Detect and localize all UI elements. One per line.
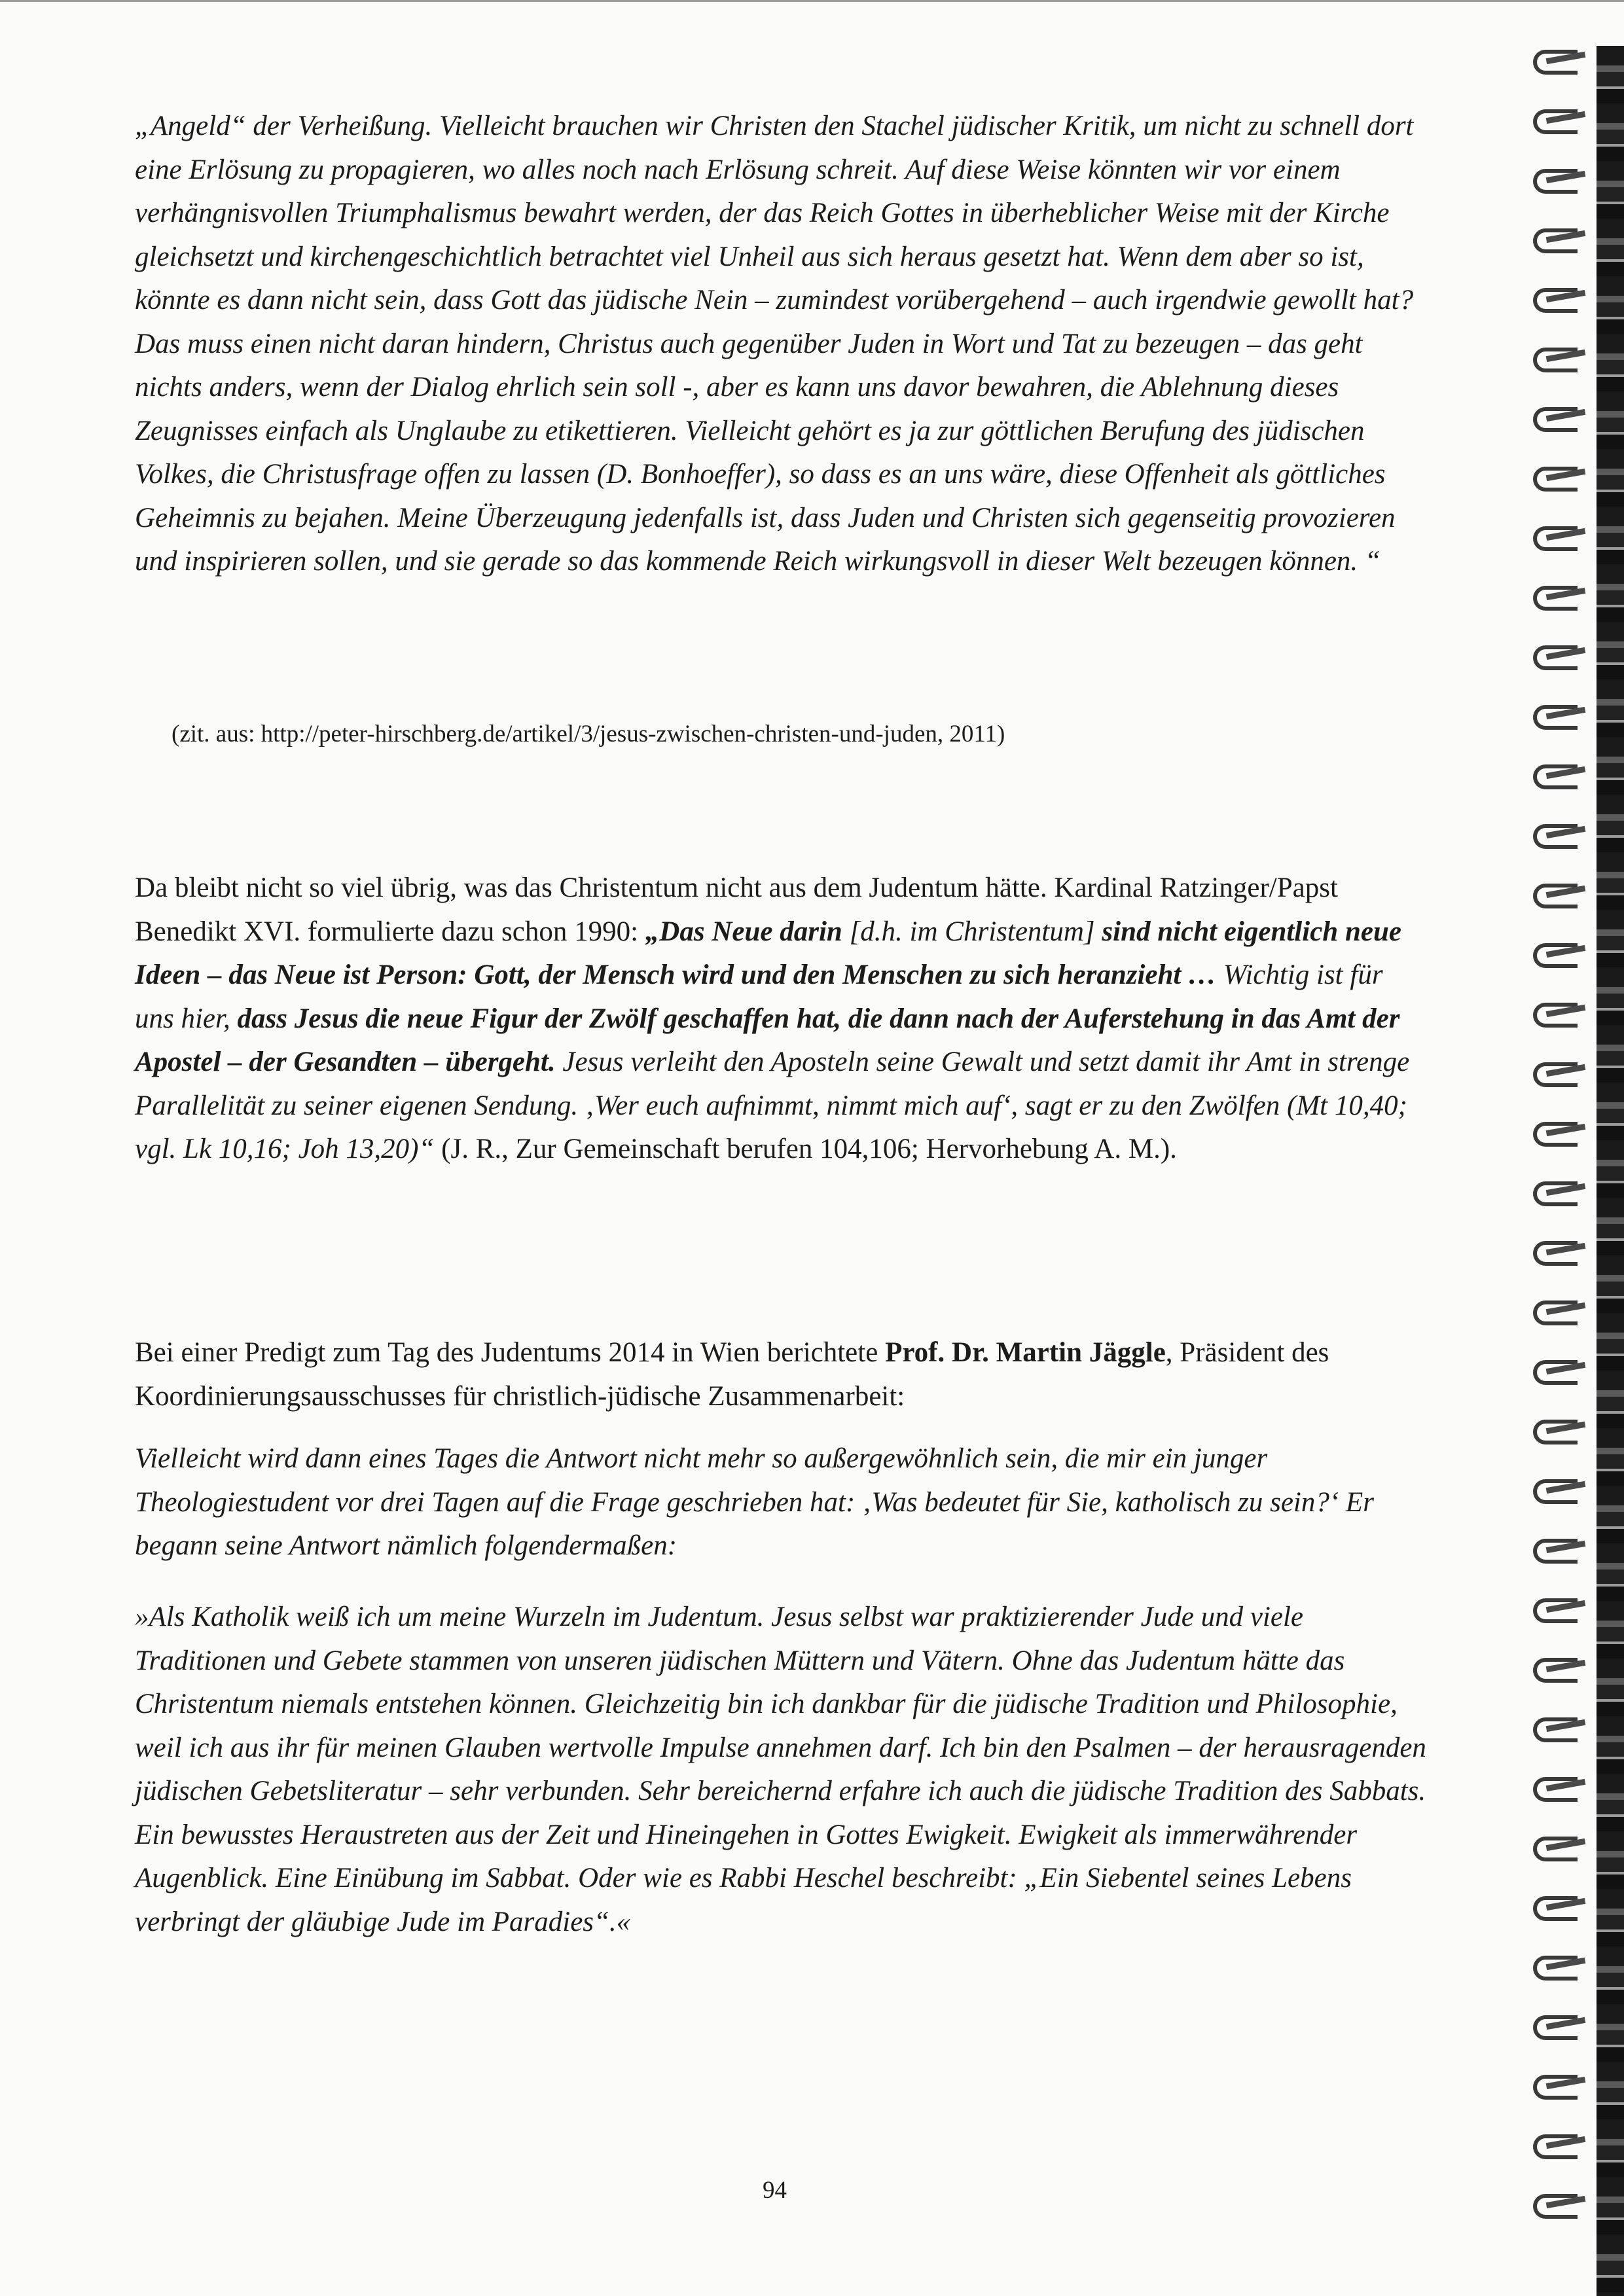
para2-italic-3: Jesus verleiht den Aposteln seine Gewalt und setzt damit ihr Amt in strenge Parallelität zu seiner eigenen Sendung. ‚Wer euch aufnimmt, nimmt mich auf‘, sagt er zu den Zwölfen (Mt 10,40; vgl. Lk 10,16; Joh 13,20)“ — [135, 1047, 1410, 1164]
spiral-coil — [1528, 105, 1588, 132]
spiral-coil — [1528, 1892, 1588, 1918]
spiral-coil — [1528, 1416, 1588, 1442]
para2-outro: (J. R., Zur Gemeinschaft berufen 104,106; Hervorhebung A. M.). — [434, 1134, 1177, 1164]
spiral-coil — [1528, 761, 1588, 787]
para2-bold-1: „Das Neue darin — [645, 916, 850, 947]
quote-hirschberg: „Angeld“ der Verheißung. Vielleicht brauchen wir Christen den Stachel jüdischer Kritik, um nicht zu schnell dort eine Erlösung zu propagieren, wo alles noch nach Erlösung schreit. Auf diese Weise könnten wir vor einem verhängnisvollen Triumphalismus bewahrt werden, der das Reich Gottes in überheblicher Weise mit der Kirche gleichsetzt und kirchengeschichtlich betrachtet viel Unheil aus sich heraus gesetzt hat. Wenn dem aber so ist, könnte es dann nicht sein, dass Gott das jüdische Nein – zumindest vorübergehend – auch irgendwie gewollt hat? Das muss einen nicht daran hindern, Christus auch gegenüber Juden in Wort und Tat zu bezeugen – das geht nichts anders, wenn der Dialog ehrlich sein soll -, aber es kann uns davor bewahren, die Ablehnung dieses Zeugnisses einfach als Unglaube zu etikettieren. Vielleicht gehört es ja zur göttlichen Berufung des jüdischen Volkes, die Christusfrage offen zu lassen (D. Bonhoeffer), so dass es an uns wäre, diese Offenheit als göttliches Geheimnis zu bejahen. Meine Überzeugung jedenfalls ist, dass Juden und Christen sich gegenseitig provozieren und inspirieren sollen, und sie gerade so das kommende Reich wirkungsvoll in dieser Welt bezeugen können. “ — [135, 111, 1414, 577]
spiral-coil — [1528, 344, 1588, 370]
spiral-binding — [1517, 46, 1624, 2296]
para2-italic-1: [d.h. im Christentum] — [849, 916, 1102, 947]
para2-bold-2: sind nicht eigentlich neue Ideen – das Neue ist Person: Gott, der Mensch wird und den Menschen zu sich heranzieht … — [135, 916, 1401, 990]
spiral-coil — [1528, 2011, 1588, 2037]
page-top-edge — [0, 0, 1624, 2]
spiral-coil — [1528, 1237, 1588, 1263]
spiral-coil — [1528, 46, 1588, 72]
spiral-coil — [1528, 1833, 1588, 1859]
spiral-coil — [1528, 582, 1588, 608]
spiral-coil — [1528, 1773, 1588, 1799]
paragraph-ratzinger — [135, 867, 1428, 1172]
spiral-coil — [1528, 403, 1588, 429]
spiral-coil — [1528, 1535, 1588, 1561]
spiral-coil — [1528, 701, 1588, 727]
spiral-coil — [1528, 1118, 1588, 1144]
para2-intro: Da bleibt nicht so viel übrig, was das Christentum nicht aus dem Judentum hätte. Kardinal Ratzinger/Papst Benedikt XVI. formulierte dazu schon 1990: — [135, 872, 1338, 947]
spiral-coil — [1528, 1356, 1588, 1382]
spiral-coil — [1528, 1713, 1588, 1740]
spiral-coil — [1528, 1952, 1588, 1978]
spiral-coil — [1528, 999, 1588, 1025]
citation-source: (zit. aus: http://peter-hirschberg.de/artikel/3/jesus-zwischen-christen-und-juden, 2011) — [171, 721, 1005, 747]
spiral-coil — [1528, 939, 1588, 965]
para3-intro: Bei einer Predigt zum Tag des Judentums 2014 in Wien berichtete — [135, 1337, 886, 1368]
spiral-coil — [1528, 522, 1588, 548]
binding-strip — [1597, 46, 1624, 2296]
spiral-coil — [1528, 1475, 1588, 1501]
speaker-name: Prof. Dr. Martin Jäggle — [885, 1337, 1166, 1368]
quote-student-answer: »Als Katholik weiß ich um meine Wurzeln im Judentum. Jesus selbst war praktizierender Jude und viele Traditionen und Gebete stammen von unseren jüdischen Müttern und Vätern. Ohne das Judentum hätte das Christentum niemals entstehen können. Gleichzeitig bin ich dankbar für die jüdische Tradition und Philosophie, weil ich aus ihr für meinen Glauben wertvolle Impulse annehmen darf. Ich bin den Psalmen – der herausragenden jüdischen Gebetsliteratur – sehr verbunden. Sehr bereichernd erfahre ich auch die jüdische Tradition des Sabbats. Ein bewusstes Heraustreten aus der Zeit und Hineingehen in Gottes Ewigkeit. Ewigkeit als immerwährender Augenblick. Eine Einübung im Sabbat. Oder wie es Rabbi Heschel beschreibt: „Ein Siebentel seines Lebens verbringt der gläubige Jude im Paradies“.« — [135, 1602, 1426, 1937]
spiral-coil — [1528, 224, 1588, 251]
spiral-coil — [1528, 463, 1588, 489]
spiral-coil — [1528, 1058, 1588, 1085]
spiral-coil — [1528, 1654, 1588, 1680]
spiral-coil — [1528, 284, 1588, 310]
para3-outro: , Präsident des Koordinierungsausschusses für christlich-jüdische Zusammenarbeit: — [135, 1337, 1329, 1412]
spiral-coil — [1528, 1594, 1588, 1621]
spiral-coil — [1528, 165, 1588, 191]
para2-bold-3: dass Jesus die neue Figur der Zwölf geschaffen hat, die dann nach der Auferstehung in das Amt der Apostel – der Gesandten – übergeht. — [135, 1003, 1400, 1077]
spiral-coil — [1528, 1177, 1588, 1204]
para2-italic-2: Wichtig ist für uns hier, — [135, 960, 1383, 1034]
spiral-coil — [1528, 641, 1588, 668]
quote-sermon: Vielleicht wird dann eines Tages die Antwort nicht mehr so außergewöhnlich sein, die mir ein junger Theologiestudent vor drei Tagen auf die Frage geschrieben hat: ‚Was bedeutet für Sie, katholisch zu sein?‘ Er begann seine Antwort nämlich folgendermaßen: — [135, 1443, 1374, 1561]
spiral-coil — [1528, 2130, 1588, 2157]
spiral-coil — [1528, 2190, 1588, 2216]
spiral-coil — [1528, 880, 1588, 906]
spiral-coil — [1528, 820, 1588, 846]
paragraph-jaeggle — [135, 1331, 1428, 1418]
spiral-coil — [1528, 1297, 1588, 1323]
page-number: 94 — [763, 2177, 787, 2204]
spiral-coil — [1528, 2071, 1588, 2097]
